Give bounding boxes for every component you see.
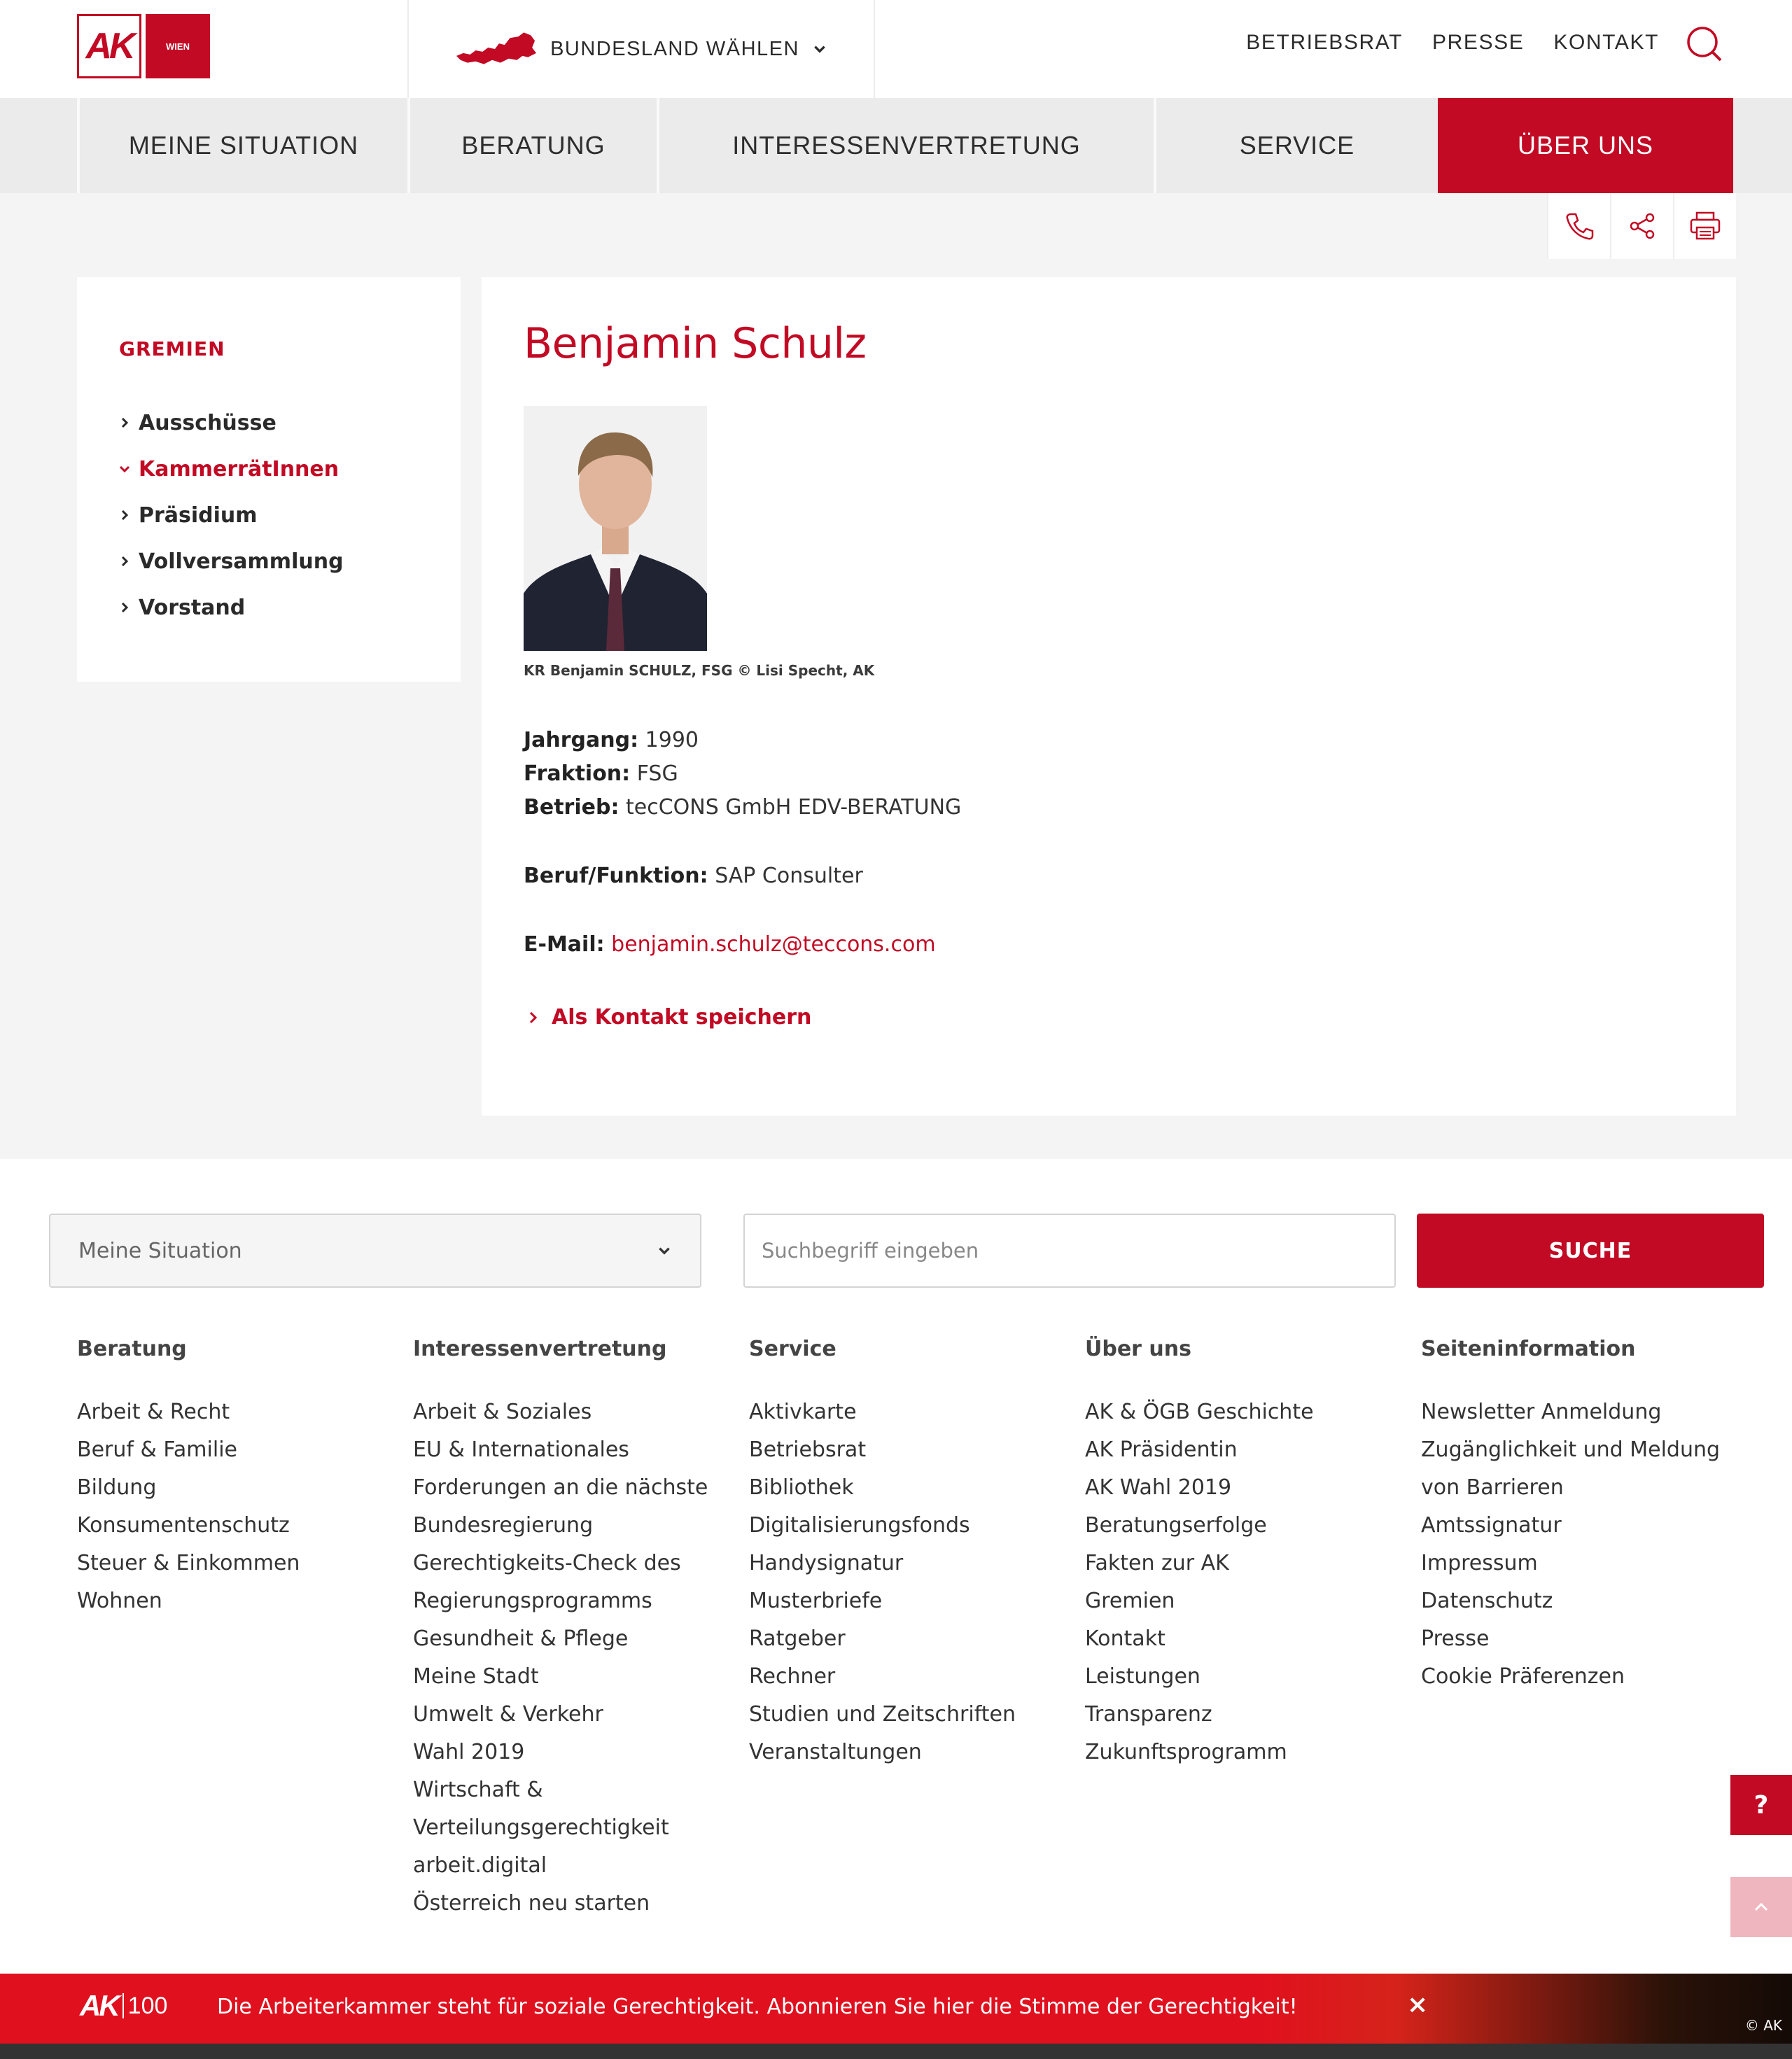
site-header bbox=[0, 0, 1792, 98]
arrow-up-icon bbox=[1751, 1900, 1771, 1914]
share-icon bbox=[1627, 211, 1658, 241]
top-links bbox=[1246, 31, 1659, 55]
footer-link[interactable]: Leistungen bbox=[1085, 1664, 1200, 1689]
footer-link[interactable]: Zugänglichkeit und Meldung bbox=[1421, 1438, 1721, 1462]
nav-ueber-uns[interactable]: ÜBER UNS bbox=[1438, 98, 1733, 193]
banner-logo-ak: AK bbox=[80, 1989, 118, 2022]
value-jahrgang: 1990 bbox=[645, 728, 699, 752]
chevron-down-icon bbox=[657, 1243, 672, 1258]
footer-link[interactable]: Veranstaltungen bbox=[749, 1740, 922, 1764]
sidebar-item-kammerraetinnen[interactable] bbox=[119, 446, 461, 492]
phone-icon bbox=[1564, 211, 1595, 241]
footer-link[interactable]: Arbeit & Soziales bbox=[413, 1400, 592, 1424]
footer-link[interactable]: Datenschutz bbox=[1421, 1589, 1553, 1613]
newsletter-banner[interactable] bbox=[0, 1974, 1792, 2044]
footer-link[interactable]: Handysignatur bbox=[749, 1551, 904, 1575]
chevron-right-icon bbox=[119, 556, 130, 567]
footer-link[interactable]: von Barrieren bbox=[1421, 1475, 1564, 1500]
portrait-photo bbox=[524, 406, 707, 651]
sidebar-item-praesidium[interactable] bbox=[119, 492, 461, 538]
help-button[interactable]: ? bbox=[1730, 1775, 1792, 1835]
footer-link[interactable]: Meine Stadt bbox=[413, 1664, 539, 1689]
banner-logo-100: 100 bbox=[122, 1993, 168, 2018]
back-to-top-button[interactable] bbox=[1730, 1877, 1792, 1937]
sidebar-item-vollversammlung[interactable] bbox=[119, 538, 461, 584]
sidebar-item-ausschuesse[interactable] bbox=[119, 400, 461, 446]
austria-map-icon bbox=[455, 29, 538, 69]
footer-column-title: Beratung bbox=[77, 1337, 187, 1361]
footer-column-ueber-uns bbox=[1085, 1337, 1407, 1771]
footer-column-title: Service bbox=[749, 1337, 836, 1361]
footer-link[interactable]: Bildung bbox=[77, 1475, 157, 1500]
ak-wien-logo[interactable] bbox=[77, 14, 210, 78]
sidebar-item-label: KammerrätInnen bbox=[139, 456, 340, 482]
top-link-presse[interactable]: PRESSE bbox=[1432, 31, 1525, 54]
profile-card bbox=[482, 277, 1736, 1116]
footer-link[interactable]: Transparenz bbox=[1085, 1702, 1212, 1727]
footer-link[interactable]: Digitalisierungsfonds bbox=[749, 1513, 970, 1538]
logo-ak-mark: AK bbox=[77, 14, 141, 78]
email-link[interactable]: benjamin.schulz@teccons.com bbox=[611, 932, 936, 957]
footer-link[interactable]: Wirtschaft & bbox=[413, 1778, 543, 1802]
chevron-right-icon bbox=[119, 417, 130, 428]
nav-interessenvertretung[interactable]: INTERESSENVERTRETUNG bbox=[657, 98, 1154, 193]
page-title: Benjamin Schulz bbox=[524, 319, 867, 368]
sidebar-item-label: Vorstand bbox=[139, 595, 246, 620]
info-email bbox=[524, 928, 1694, 962]
footer-link[interactable]: Cookie Präferenzen bbox=[1421, 1664, 1625, 1689]
nav-service[interactable]: SERVICE bbox=[1154, 98, 1438, 193]
label-jahrgang: Jahrgang: bbox=[524, 728, 639, 752]
label-email: E-Mail: bbox=[524, 932, 605, 957]
footer-link[interactable]: Kontakt bbox=[1085, 1626, 1166, 1651]
label-betrieb: Betrieb: bbox=[524, 795, 620, 820]
nav-beratung[interactable]: BERATUNG bbox=[407, 98, 657, 193]
page-toolbar bbox=[1547, 193, 1736, 259]
footer-link[interactable]: Wohnen bbox=[77, 1589, 162, 1613]
sidebar-item-label: Präsidium bbox=[139, 503, 258, 528]
value-beruf: SAP Consulter bbox=[715, 864, 863, 888]
top-link-kontakt[interactable]: KONTAKT bbox=[1553, 31, 1659, 54]
footer-link[interactable]: Zukunftsprogramm bbox=[1085, 1740, 1287, 1764]
footer-column-beratung bbox=[77, 1337, 399, 1620]
footer-column-interessenvertretung bbox=[413, 1337, 735, 1923]
main-navigation bbox=[0, 98, 1792, 193]
region-selector[interactable] bbox=[407, 0, 875, 98]
region-selector-label: BUNDESLAND WÄHLEN bbox=[550, 37, 799, 60]
info-beruf bbox=[524, 859, 1694, 893]
logo-region-label: WIEN bbox=[146, 14, 210, 78]
footer-link[interactable]: Umwelt & Verkehr bbox=[413, 1702, 603, 1727]
footer-link[interactable]: AK Präsidentin bbox=[1085, 1438, 1238, 1462]
footer-column-seiteninformation bbox=[1421, 1337, 1743, 1696]
top-link-betriebsrat[interactable]: BETRIEBSRAT bbox=[1246, 31, 1404, 54]
footer-link[interactable]: Newsletter Anmeldung bbox=[1421, 1400, 1662, 1424]
footer-link[interactable]: Beratungserfolge bbox=[1085, 1513, 1267, 1538]
footer-link[interactable]: arbeit.digital bbox=[413, 1853, 547, 1878]
footer-link[interactable]: Fakten zur AK bbox=[1085, 1551, 1229, 1575]
share-button[interactable] bbox=[1610, 193, 1673, 259]
print-icon bbox=[1688, 211, 1722, 241]
footer-link[interactable]: Steuer & Einkommen bbox=[77, 1551, 300, 1575]
label-beruf: Beruf/Funktion: bbox=[524, 864, 708, 888]
info-betrieb bbox=[524, 791, 1694, 824]
footer-link[interactable]: Gerechtigkeits-Check des bbox=[413, 1551, 681, 1575]
value-fraktion: FSG bbox=[636, 761, 678, 786]
sidebar-item-vorstand[interactable] bbox=[119, 584, 461, 631]
footer-link[interactable]: Impressum bbox=[1421, 1551, 1538, 1575]
footer-link[interactable]: Österreich neu starten bbox=[413, 1891, 650, 1916]
situation-select-value: Meine Situation bbox=[78, 1238, 242, 1263]
sidebar bbox=[77, 277, 461, 682]
footer-link[interactable]: Gesundheit & Pflege bbox=[413, 1626, 629, 1651]
footer-link[interactable]: Bundesregierung bbox=[413, 1513, 594, 1538]
chevron-right-icon bbox=[119, 602, 130, 613]
footer-column-title: Interessenvertretung bbox=[413, 1337, 667, 1361]
search-icon[interactable] bbox=[1686, 25, 1723, 63]
situation-select[interactable] bbox=[49, 1214, 701, 1288]
chevron-down-icon bbox=[119, 463, 130, 475]
footer-link[interactable]: Gremien bbox=[1085, 1589, 1175, 1613]
profile-info-block bbox=[524, 724, 1694, 824]
footer-link[interactable]: Amtssignatur bbox=[1421, 1513, 1562, 1538]
sidebar-heading: GREMIEN bbox=[119, 337, 225, 360]
footer-link[interactable]: EU & Internationales bbox=[413, 1438, 629, 1462]
sidebar-item-label: Vollversammlung bbox=[139, 549, 344, 574]
chevron-down-icon bbox=[812, 41, 827, 57]
bottom-bar bbox=[0, 2044, 1792, 2059]
footer-link[interactable]: Ratgeber bbox=[749, 1626, 846, 1651]
value-betrieb: tecCONS GmbH EDV-BERATUNG bbox=[626, 795, 962, 820]
footer-column-title: Über uns bbox=[1085, 1337, 1191, 1361]
nav-meine-situation[interactable]: MEINE SITUATION bbox=[77, 98, 407, 193]
footer-link[interactable]: Musterbriefe bbox=[749, 1589, 883, 1613]
footer-link[interactable]: Rechner bbox=[749, 1664, 836, 1689]
footer-link[interactable]: Presse bbox=[1421, 1626, 1490, 1651]
banner-copyright: © AK bbox=[1744, 2017, 1782, 2034]
chevron-right-icon bbox=[528, 1011, 539, 1024]
footer-link[interactable]: Forderungen an die nächste bbox=[413, 1475, 708, 1500]
phone-button[interactable] bbox=[1547, 193, 1610, 259]
ak-100-logo bbox=[80, 1989, 167, 2023]
info-fraktion bbox=[524, 757, 1694, 791]
banner-close-button[interactable]: × bbox=[1407, 1990, 1429, 2019]
footer-link[interactable]: Konsumentenschutz bbox=[77, 1513, 290, 1538]
chevron-right-icon bbox=[119, 510, 130, 521]
portrait-caption: KR Benjamin SCHULZ, FSG © Lisi Specht, AK bbox=[524, 662, 875, 679]
footer-link[interactable]: Regierungsprogramms bbox=[413, 1589, 652, 1613]
footer-link[interactable]: Bibliothek bbox=[749, 1475, 854, 1500]
label-fraktion: Fraktion: bbox=[524, 761, 631, 786]
footer-link[interactable]: Betriebsrat bbox=[749, 1438, 867, 1462]
save-contact-link[interactable] bbox=[528, 1005, 1694, 1030]
footer-column-title: Seiteninformation bbox=[1421, 1337, 1636, 1361]
footer-link[interactable]: Aktivkarte bbox=[749, 1400, 857, 1424]
footer-column-service bbox=[749, 1337, 1071, 1771]
sidebar-item-label: Ausschüsse bbox=[139, 410, 276, 435]
banner-message[interactable]: Die Arbeiterkammer steht für soziale Gerechtigkeit. Abonnieren Sie hier die Stimme der Gerechtigkeit! bbox=[217, 1995, 1298, 2019]
footer-link[interactable]: Beruf & Familie bbox=[77, 1438, 237, 1462]
footer-link[interactable]: Arbeit & Recht bbox=[77, 1400, 230, 1424]
search-button[interactable]: SUCHE bbox=[1417, 1214, 1764, 1288]
save-contact-label: Als Kontakt speichern bbox=[552, 1005, 812, 1030]
footer-link[interactable]: AK & ÖGB Geschichte bbox=[1085, 1400, 1314, 1424]
info-jahrgang bbox=[524, 724, 1694, 757]
print-button[interactable] bbox=[1673, 193, 1736, 259]
search-input[interactable] bbox=[743, 1214, 1396, 1288]
footer-link[interactable]: Verteilungsgerechtigkeit bbox=[413, 1815, 669, 1840]
footer-link[interactable]: AK Wahl 2019 bbox=[1085, 1475, 1232, 1500]
footer-link[interactable]: Wahl 2019 bbox=[413, 1740, 525, 1764]
footer-link[interactable]: Studien und Zeitschriften bbox=[749, 1702, 1016, 1727]
